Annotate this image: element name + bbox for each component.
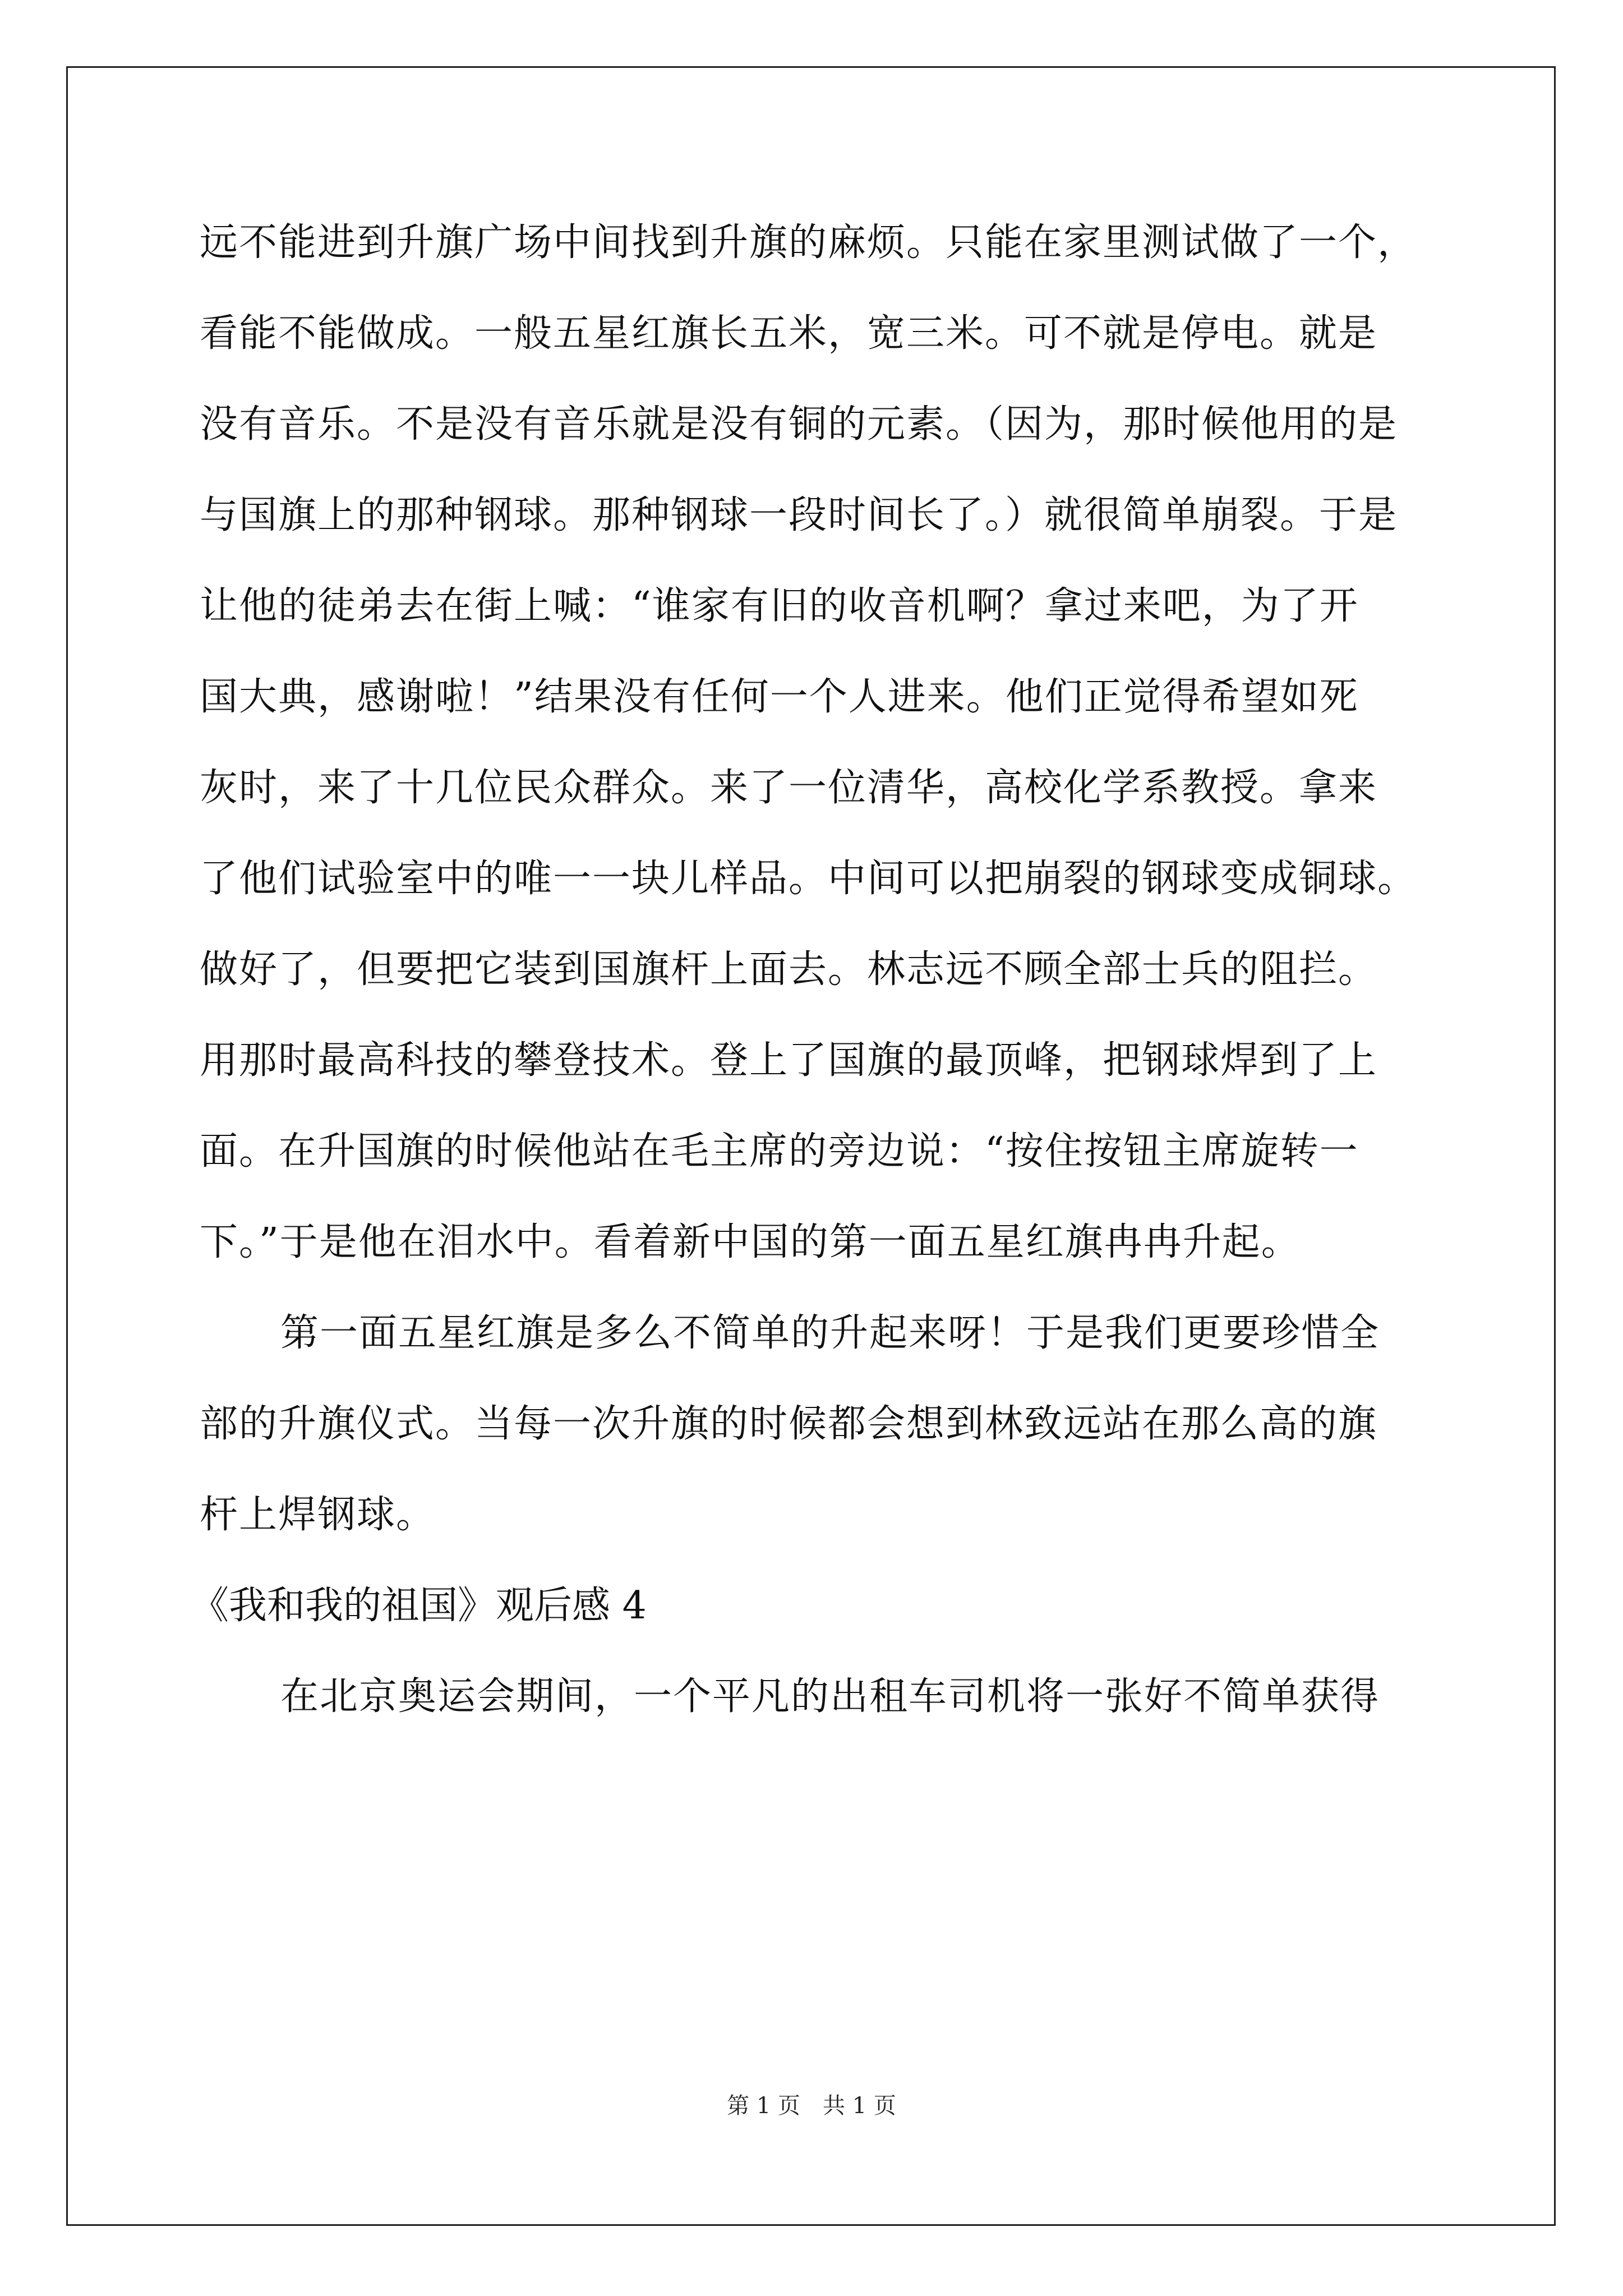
text-line: 下。”于是他在泪水中。看着新中国的第一面五星红旗冉冉升起。 xyxy=(200,1220,1301,1264)
text-line: 看能不能做成。一般五星红旗长五米，宽三米。可不就是停电。就是 xyxy=(200,311,1378,356)
page-footer: 第 1 页 共 1 页 xyxy=(727,2093,896,2119)
text-line: 部的升旗仪式。当每一次升旗的时候都会想到林致远站在那么高的旗 xyxy=(200,1402,1378,1446)
section-heading: 《我和我的祖国》观后感 4 xyxy=(191,1584,647,1628)
paragraph-2 xyxy=(200,1303,1422,1575)
text-line: 让他的徒弟去在街上喊：“谁家有旧的收音机啊？拿过来吧，为了开 xyxy=(200,584,1359,628)
paragraph-1 xyxy=(200,212,1422,1303)
text-line: 国大典，感谢啦！”结果没有任何一个人进来。他们正觉得希望如死 xyxy=(200,675,1359,719)
text-line: 没有音乐。不是没有音乐就是没有铜的元素。（因为，那时候他用的是 xyxy=(200,402,1398,447)
text-line: 在北京奥运会期间，一个平凡的出租车司机将一张好不简单获得 xyxy=(280,1674,1380,1719)
text-line: 了他们试验室中的唯一一块儿样品。中间可以把崩裂的钢球变成铜球。 xyxy=(200,857,1417,901)
text-line: 与国旗上的那种钢球。那种钢球一段时间长了。）就很简单崩裂。于是 xyxy=(200,493,1398,537)
document-body xyxy=(191,212,1422,1757)
text-line: 面。在升国旗的时候他站在毛主席的旁边说：“按住按钮主席旋转一 xyxy=(200,1129,1359,1174)
paragraph-3 xyxy=(200,1666,1422,1757)
text-line: 做好了，但要把它装到国旗杆上面去。林志远不顾全部士兵的阻拦。 xyxy=(200,947,1378,992)
text-line: 灰时，来了十几位民众群众。来了一位清华，高校化学系教授。拿来 xyxy=(200,766,1378,810)
text-line: 用那时最高科技的攀登技术。登上了国旗的最顶峰，把钢球焊到了上 xyxy=(200,1038,1378,1083)
text-line: 第一面五星红旗是多么不简单的升起来呀！于是我们更要珍惜全 xyxy=(280,1311,1380,1355)
text-line: 杆上焊钢球。 xyxy=(200,1493,436,1537)
text-line: 远不能进到升旗广场中间找到升旗的麻烦。只能在家里测试做了一个， xyxy=(200,220,1417,265)
